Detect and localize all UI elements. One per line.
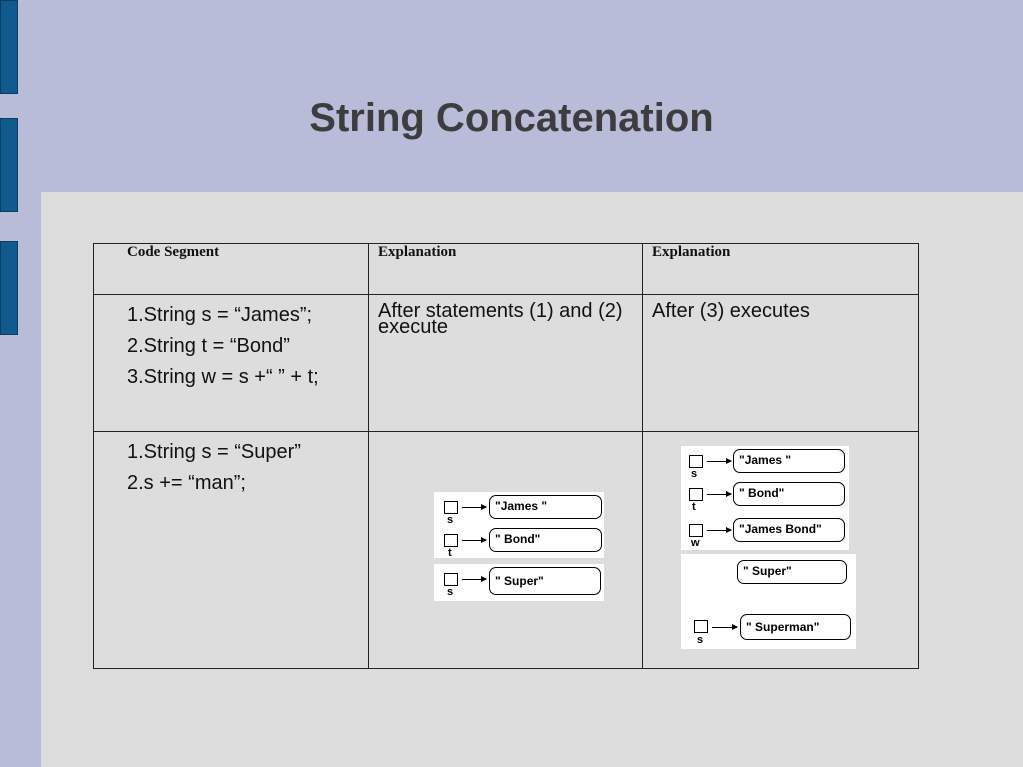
variable-label-t: t	[692, 501, 696, 513]
diagram-cell	[643, 432, 919, 669]
code-line: 1.String s = “Super”	[127, 441, 301, 463]
side-decoration-bar	[0, 241, 18, 335]
explanation-text: After (3) executes	[652, 300, 810, 322]
explanation-text: After statements (1) and (2) execute	[378, 300, 623, 338]
reference-arrow	[707, 530, 731, 531]
string-object-bond: " Bond"	[733, 482, 845, 506]
memory-diagram	[434, 564, 604, 601]
variable-label-s: s	[447, 586, 454, 598]
code-line: 2.String t = “Bond”	[127, 335, 290, 357]
header-cell: Explanation	[369, 244, 643, 295]
code-line: 2.s += “man”;	[127, 472, 246, 494]
string-object-superman: " Superman"	[740, 614, 851, 640]
diagram-cell	[369, 432, 643, 669]
header-cell: Code Segment	[94, 244, 369, 295]
string-object-james: "James "	[489, 495, 602, 519]
header-cell: Explanation	[643, 244, 919, 295]
reference-arrow	[707, 494, 731, 495]
variable-label-s: s	[447, 514, 454, 526]
table-row	[94, 432, 919, 669]
table-header-row	[94, 244, 919, 295]
string-object-jamesbond: "James Bond"	[733, 518, 845, 542]
table-row	[94, 295, 919, 432]
variable-box-t	[689, 488, 703, 501]
variable-box-s	[694, 620, 708, 633]
reference-arrow	[462, 579, 486, 580]
code-line: 3.String w = s +“ ” + t;	[127, 366, 319, 388]
string-object-super: " Super"	[737, 560, 847, 584]
variable-box-s	[444, 573, 458, 586]
string-object-james: "James "	[733, 449, 845, 473]
reference-arrow	[462, 540, 486, 541]
memory-diagram	[681, 554, 856, 649]
string-object-bond: " Bond"	[489, 528, 602, 552]
memory-diagram	[681, 446, 849, 550]
variable-box-s	[689, 455, 703, 468]
variable-label-s: s	[697, 634, 704, 646]
code-cell	[94, 432, 369, 669]
code-cell	[94, 295, 369, 432]
code-line: 1.String s = “James”;	[127, 304, 313, 326]
explanation-cell	[369, 295, 643, 432]
variable-box-t	[444, 534, 458, 547]
variable-box-w	[689, 524, 703, 537]
explanation-cell	[643, 295, 919, 432]
string-object-super: " Super"	[489, 567, 601, 595]
variable-label-w: w	[691, 537, 700, 549]
variable-box-s	[444, 501, 458, 514]
concatenation-table	[93, 243, 919, 669]
side-decoration-bar	[0, 0, 18, 94]
variable-label-t: t	[448, 547, 452, 559]
memory-diagram	[434, 492, 604, 558]
reference-arrow	[462, 507, 486, 508]
reference-arrow	[712, 627, 737, 628]
reference-arrow	[707, 461, 731, 462]
slide-title: String Concatenation	[309, 96, 714, 140]
variable-label-s: s	[691, 468, 698, 480]
